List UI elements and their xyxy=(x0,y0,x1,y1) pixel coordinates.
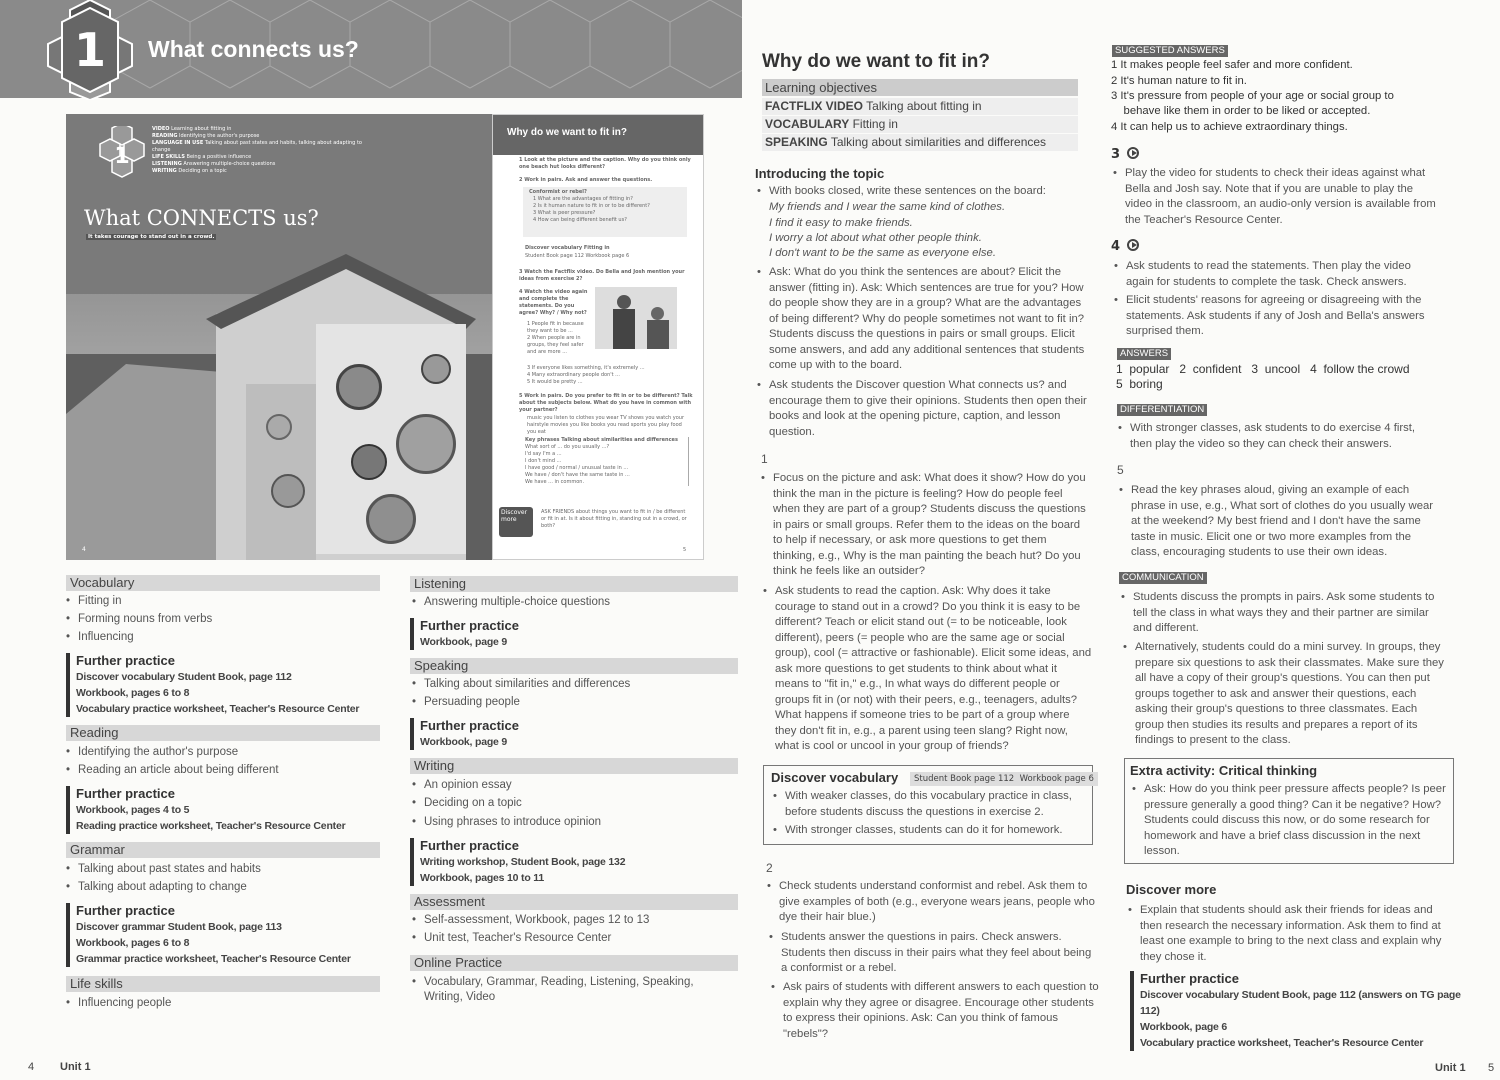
step-bullet: • Ask pairs of students with different answers to each question to explain why they agree or disagree. Encourage other students to express their opinions. Ask: Can you think of famous "rebels"? xyxy=(783,980,1099,1042)
list-item: • Talking about past states and habits xyxy=(78,862,261,877)
play-video-icon xyxy=(1127,239,1139,251)
dv-bullet: • With stronger classes, students can do it for homework. xyxy=(785,823,1091,839)
board-sentence: I worry a lot about what other people think. xyxy=(769,232,982,244)
step-bullet: • Students answer the questions in pairs. Check answers. Students then discuss in their pairs what they feel about being a conformist or a rebel. xyxy=(781,930,1099,977)
conformist-box-title: Conformist or rebel? xyxy=(529,189,587,195)
step-bullet: • Elicit students' reasons for agreeing or disagreeing with the statements. Ask students if any of Josh and Bella's answers surprised them. xyxy=(1126,293,1438,340)
unit-title: What connects us? xyxy=(148,36,359,62)
objectives-heading: Learning objectives xyxy=(762,79,1078,96)
list-item: • Fitting in xyxy=(78,594,121,609)
objective-row: SPEAKING Talking about similarities and differences xyxy=(762,134,1078,151)
list-item: • Talking about adapting to change xyxy=(78,880,247,895)
list-item: • Forming nouns from verbs xyxy=(78,612,212,627)
photo-caption: It takes courage to stand out in a crowd. xyxy=(88,234,215,240)
suggested-answers-label: SUGGESTED ANSWERS xyxy=(1112,45,1228,57)
spread-page-number: 5 xyxy=(683,547,687,553)
opening-photo xyxy=(66,114,492,560)
student-book-ref: Student Book page 112 Workbook page 6 xyxy=(910,772,1098,786)
spread-discover-ref: Student Book page 112 Workbook page 6 xyxy=(525,253,630,259)
list-item: • An opinion essay xyxy=(424,778,512,793)
list-item: • Answering multiple-choice questions xyxy=(424,595,610,610)
student-book-page xyxy=(492,114,704,560)
painted-circle xyxy=(266,414,292,440)
list-item: • Influencing people xyxy=(78,996,171,1011)
discover-more-badge: Discover more xyxy=(499,507,533,537)
speaking-heading: Speaking xyxy=(410,658,738,674)
unit-number-hexagons xyxy=(40,0,140,100)
board-sentence: My friends and I wear the same kind of clothes. xyxy=(769,201,1006,213)
video-still-image xyxy=(595,287,677,349)
spread-discover: Discover vocabulary Fitting in xyxy=(525,245,610,251)
discover-vocabulary-heading: Discover vocabulary xyxy=(771,770,899,785)
answer-item: 4 It can help us to achieve extraordinary things. xyxy=(1111,121,1348,133)
further-practice-writing: Further practice Writing workshop, Student Book, page 132 Workbook, pages 10 to 11 xyxy=(410,838,738,886)
spread-ex5-items: music you listen to clothes you wear TV shows you watch your hairstyle movies you like books you read sports you play food you eat xyxy=(527,415,685,435)
conformist-box xyxy=(523,187,687,237)
spread-ex4-items: 1 People fit in because they want to be ... 2 When people are in groups, they feel safer and are more ... xyxy=(527,321,584,355)
conformist-q: 1 What are the advantages of fitting in? xyxy=(533,196,633,202)
step-bullet: • Ask students to read the caption. Ask: Why does it take courage to stand out in a crowd? Do you think it is easy to be different? Teach or elicit stand out (= to be noticeable, look different), peers (= people who are the same age or social group), cool (= attractive or fashionable). Elicit some ideas, and ask more questions to get students to think about what it means to "fit in," e.g., In what ways do different people or groups fit in (or not) with their peers, e.g., teenagers, adults? What happens if someone tries to be part of a group where they don't fit in, e.g., a parent using teen slang? Right now, what is cool or uncool in your group of friends? xyxy=(775,584,1093,755)
conformist-q: 3 What is peer pressure? xyxy=(533,210,596,216)
step-bullet: • Ask students to read the statements. Then play the video again for students to complete the task. Check answers. xyxy=(1126,259,1438,290)
further-practice-reading: Further practice Workbook, pages 4 to 5 Reading practice worksheet, Teacher's Resource Center xyxy=(66,786,380,834)
comm-bullet: • Students discuss the prompts in pairs. Ask some students to tell the class in what ways they and their partner are similar and different. xyxy=(1133,590,1443,637)
left-page-number: 4 xyxy=(28,1061,35,1073)
spread-ex5: 5 Work in pairs. Do you prefer to fit in or to be different? Talk about the subjects below. What do you have in common with your partner? xyxy=(519,393,693,413)
person-icon xyxy=(651,307,664,320)
further-practice-grammar: Further practice Discover grammar Student Book, page 113 Workbook, pages 6 to 8 Grammar practice worksheet, Teacher's Resource Center xyxy=(66,903,380,967)
list-item: • Self-assessment, Workbook, pages 12 to 13 xyxy=(424,913,649,928)
list-item: • Identifying the author's purpose xyxy=(78,745,238,760)
answers-label: ANSWERS xyxy=(1117,348,1171,360)
step-3-heading: 3 xyxy=(1111,147,1139,162)
list-item: • Influencing xyxy=(78,630,134,645)
list-item: • Talking about similarities and differences xyxy=(424,677,630,692)
painted-circle xyxy=(396,414,456,474)
discover-more-text: ASK FRIENDS about things you want to fit in / be different or fit in at. Is it about fitting in, standing out in a crowd, or both? xyxy=(541,509,687,529)
further-practice-speaking: Further practice Workbook, page 9 xyxy=(410,718,738,750)
left-footer-unit: Unit 1 xyxy=(60,1061,91,1073)
answer-item: 1 It makes people feel safer and more confident. xyxy=(1111,59,1353,71)
painted-circle xyxy=(351,444,387,480)
writing-heading: Writing xyxy=(410,758,738,774)
answer-item: behave like them in order to be liked or accepted. xyxy=(1111,105,1371,117)
conformist-q: 4 How can being different benefit us? xyxy=(533,217,627,223)
discover-more-heading: Discover more xyxy=(1126,882,1217,897)
further-practice-right: Further practice Discover vocabulary Student Book, page 112 (answers on TG page 112) Workbook, page 6 Vocabulary practice worksheet, Teacher's Resource Center xyxy=(1130,971,1470,1051)
painted-circle xyxy=(271,474,305,508)
step-number: 5 xyxy=(1117,463,1124,477)
spread-ex4: 4 Watch the video again and complete the statements. Do you agree? Why? / Why not? xyxy=(519,289,588,316)
diff-bullet: • With stronger classes, ask students to do exercise 4 first, then play the video so they can check their answers. xyxy=(1130,421,1440,452)
photo-page-number: 4 xyxy=(82,546,86,553)
list-item: • Vocabulary, Grammar, Reading, Listening, Speaking, Writing, Video xyxy=(424,975,724,1005)
answer-item: 3 It's pressure from people of your age or social group to xyxy=(1111,90,1394,102)
life-skills-heading: Life skills xyxy=(66,976,380,992)
answer-item: 2 It's human nature to fit in. xyxy=(1111,75,1247,87)
objective-row: VOCABULARY Fitting in xyxy=(762,116,1078,133)
step-bullet: • Play the video for students to check their ideas against what Bella and Josh say. Note that if you are unable to play the video in the classroom, an audio-only version is available from the Teacher's Resource Center. xyxy=(1125,166,1437,228)
key-phrases-box: Key phrases Talking about similarities and differences What sort of ... do you usually ...? I'd say I'm a ... I don't mind ... I have good / normal / unusual taste in ... We have / don't have the same taste in ... We have ... in common. xyxy=(525,437,689,486)
comm-bullet: • Alternatively, students could do a mini survey. In groups, they prepare six questions to ask their classmates. Make sure they all have a copy of their group's questions. You can then put groups together to ask and answer their questions, each asking their group's questions to three classmates. Each group then studies its results and prepares a report of its findings to present to the class. xyxy=(1135,640,1445,749)
play-video-icon xyxy=(1127,147,1139,159)
person-icon xyxy=(617,295,631,309)
right-page-number: 5 xyxy=(1488,1062,1495,1074)
lesson-title: Why do we want to fit in? xyxy=(762,51,990,72)
answers-line: 5 boring xyxy=(1116,377,1163,391)
painted-circle xyxy=(366,494,416,544)
unit-number: 1 xyxy=(73,23,107,77)
extra-activity-heading: Extra activity: Critical thinking xyxy=(1130,763,1318,778)
step-4-heading: 4 xyxy=(1111,239,1139,254)
online-practice-heading: Online Practice xyxy=(410,955,738,971)
right-footer-unit: Unit 1 xyxy=(1435,1062,1466,1074)
further-practice-vocab: Further practice Discover vocabulary Student Book, page 112 Workbook, pages 6 to 8 Vocabulary practice worksheet, Teacher's Resource Center xyxy=(66,653,380,717)
reading-heading: Reading xyxy=(66,725,380,741)
board-sentence: I find it easy to make friends. xyxy=(769,217,913,229)
intro-heading: Introducing the topic xyxy=(755,166,885,181)
list-item: • Unit test, Teacher's Resource Center xyxy=(424,931,611,946)
painted-circle xyxy=(421,354,451,384)
further-practice-listening: Further practice Workbook, page 9 xyxy=(410,618,738,650)
step-number: 1 xyxy=(761,452,768,466)
spread-ex2: 2 Work in pairs. Ask and answer the questions. xyxy=(519,177,653,183)
step-bullet: • Focus on the picture and ask: What does it show? How do you think the man in the picture is feeling? How do people feel when they are part of a group? Students discuss the questions in pairs or small groups. Refer them to the ideas on the board to help if necessary, or ask more questions to get them thinking, e.g., Why is the man painting the beach hut? Do you think he feels like an outsider? xyxy=(773,471,1091,580)
vocabulary-heading: Vocabulary xyxy=(66,575,380,591)
spread-ex4-items-more: 3 If everyone likes something, it's extremely ... 4 Many extraordinary people don't ... 5 It would be pretty ... xyxy=(527,365,645,385)
conformist-q: 2 Is it human nature to fit in or to be different? xyxy=(533,203,650,209)
differentiation-label: DIFFERENTIATION xyxy=(1117,404,1207,416)
spread-ex1: 1 Look at the picture and the caption. Why do you think only one beach hut looks different? xyxy=(519,157,691,170)
photo-menu: VIDEO Learning about fitting in READING Identifying the author's purpose LANGUAGE IN USE Talking about past states and habits, talking about adapting to change LIFE SKILLS Being a positive influence LISTENING Answering multiple-choice questions WRITING Deciding on a topic xyxy=(152,126,362,174)
step-bullet: • Read the key phrases aloud, giving an example of each phrase in use, e.g., What sort of clothes do you usually wear at the weekend? My best friend and I don't have the same taste in music. Elicit one or two more examples from the class, encouraging students to use their own ideas. xyxy=(1131,483,1443,561)
painted-circle xyxy=(336,364,382,410)
svg-text:1: 1 xyxy=(114,144,130,169)
intro-bullet: • Ask: What do you think the sentences are about? Elicit the answer (fitting in). Ask: Which sentences are true for you? How do people show they are in a group? What are the advantages of being different? Why do people sometimes not want to fit in? Students discuss the questions in pairs or small groups. Elicit some answers, and add any additional sentences that students come up with to the board. xyxy=(769,265,1091,374)
list-item: • Deciding on a topic xyxy=(424,796,522,811)
spread-ex3: 3 Watch the Factflix video. Do Bella and Josh mention your ideas from exercise 2? xyxy=(519,269,685,282)
answers-line: 1 popular 2 confident 3 uncool 4 follow the crowd xyxy=(1116,362,1410,376)
list-item: • Using phrases to introduce opinion xyxy=(424,815,601,830)
list-item: • Persuading people xyxy=(424,695,520,710)
extra-bullet: • Ask: How do you think peer pressure affects people? Is peer pressure generally a good thing? Can it be negative? How? Students could discuss this now, or do some research for homework and have a brief class discussion in the next lesson. xyxy=(1144,782,1450,860)
grammar-heading: Grammar xyxy=(66,842,380,858)
photo-title: What CONNECTS us? xyxy=(84,206,319,230)
board-sentence: I don't want to be the same as everyone else. xyxy=(769,247,996,259)
intro-bullet: • With books closed, write these sentences on the board: xyxy=(769,184,1079,200)
listening-heading: Listening xyxy=(410,576,738,592)
hexagon-logo-icon xyxy=(92,126,152,182)
spread-title: Why do we want to fit in? xyxy=(493,115,703,155)
dv-bullet: • With weaker classes, do this vocabulary practice in class, before students discuss the questions in exercise 2. xyxy=(785,789,1091,820)
intro-bullet: • Ask students the Discover question What connects us? and encourage them to give their opinions. Students then open their books and look at the opening picture, caption, and lesson question. xyxy=(769,378,1087,440)
step-bullet: • Check students understand conformist and rebel. Ask them to give examples of both (e.g., everyone wears jeans, people who dye their hair blue.) xyxy=(779,879,1097,926)
objective-row: FACTFLIX VIDEO Talking about fitting in xyxy=(762,98,1078,115)
step-number: 2 xyxy=(766,861,773,875)
assessment-heading: Assessment xyxy=(410,894,738,910)
list-item: • Reading an article about being different xyxy=(78,763,279,778)
dm-bullet: • Explain that students should ask their friends for ideas and then research the necessary information. Ask them to find at least one example to bring to the next class and explain why they chose it. xyxy=(1140,903,1456,965)
communication-label: COMMUNICATION xyxy=(1119,572,1207,584)
